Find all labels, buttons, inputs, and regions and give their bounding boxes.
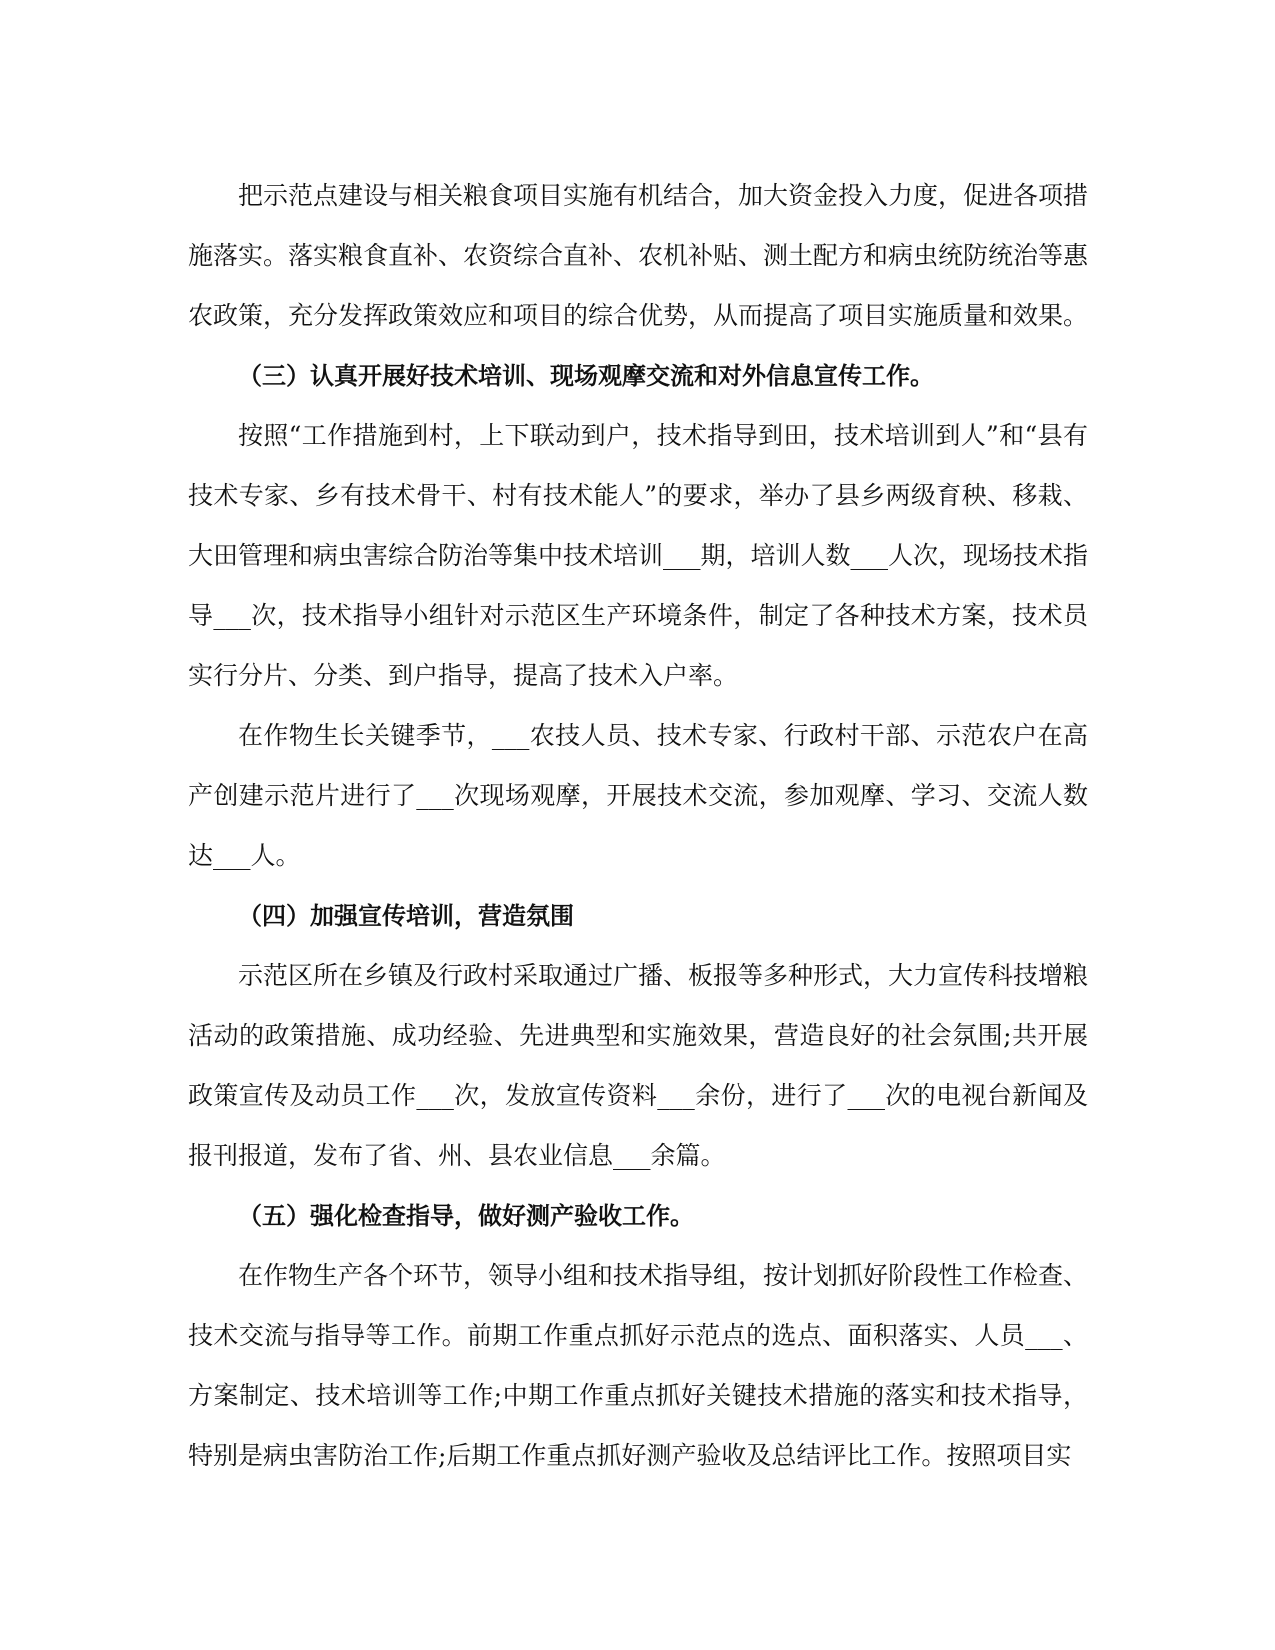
paragraph-inspection: 在作物生产各个环节，领导小组和技术指导组，按计划抓好阶段性工作检查、技术交流与指导等工作。前期工作重点抓好示范点的选点、面积落实、人员___、方案制定、技术培训等工作;中期工作重点抓好关键技术措施的落实和技术指导，特别是病虫害防治工作;后期工作重点抓好测产验收及总结评比工作。按照项目实 bbox=[188, 1261, 1089, 1470]
section-heading-4: （四）加强宣传培训，营造氛围 bbox=[238, 902, 574, 930]
section-heading-5: （五）强化检查指导，做好测产验收工作。 bbox=[238, 1202, 694, 1230]
paragraph-field-observation: 在作物生长关键季节，___农技人员、技术专家、行政村干部、示范农户在高产创建示范片进行了___次现场观摩，开展技术交流，参加观摩、学习、交流人数达___人。 bbox=[188, 721, 1088, 870]
section-heading-3: （三）认真开展好技术培训、现场观摩交流和对外信息宣传工作。 bbox=[238, 362, 934, 390]
paragraph-publicity: 示范区所在乡镇及行政村采取通过广播、板报等多种形式，大力宣传科技增粮活动的政策措施、成功经验、先进典型和实施效果，营造良好的社会氛围;共开展政策宣传及动员工作___次，发放宣传资料___余份，进行了___次的电视台新闻及报刊报道，发布了省、州、县农业信息___余篇。 bbox=[188, 961, 1089, 1170]
document-body bbox=[188, 166, 1088, 1486]
paragraph-training: 按照“工作措施到村，上下联动到户，技术指导到田，技术培训到人”和“县有技术专家、乡有技术骨干、村有技术能人”的要求，举办了县乡两级育秧、移栽、大田管理和病虫害综合防治等集中技术培训___期，培训人数___人次，现场技术指导___次，技术指导小组针对示范区生产环境条件，制定了各种技术方案，技术员实行分片、分类、到户指导，提高了技术入户率。 bbox=[188, 421, 1089, 690]
paragraph-policy-integration: 把示范点建设与相关粮食项目实施有机结合，加大资金投入力度，促进各项措施落实。落实粮食直补、农资综合直补、农机补贴、测土配方和病虫统防统治等惠农政策，充分发挥政策效应和项目的综合优势，从而提高了项目实施质量和效果。 bbox=[188, 181, 1089, 330]
